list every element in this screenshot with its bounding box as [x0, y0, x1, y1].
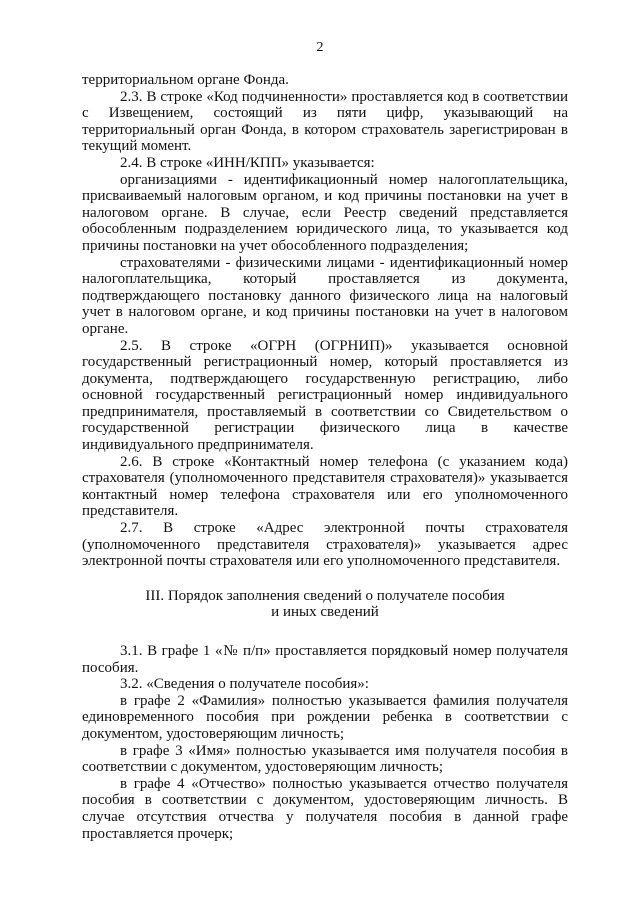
spacer [82, 621, 568, 643]
page-number: 2 [316, 40, 324, 55]
spacer [82, 570, 568, 588]
paragraph-3-2-column-3: в графе 3 «Имя» полностью указывается имя получателя пособия в соответствии с документом, удостоверяющим личность; [82, 742, 568, 776]
paragraph-3-2: 3.2. «Сведения о получателе пособия»: [120, 676, 369, 693]
document-body [82, 72, 568, 842]
paragraph-2-4: 2.4. В строке «ИНН/КПП» указывается: [120, 154, 375, 171]
paragraph-2-5: 2.5. В строке «ОГРН (ОГРНИП)» указывается основной государственный регистрационный номер, который проставляется из документа, подтверждающего государственную регистрацию, либо основной государственный регистрационный номер индивидуального предпринимателя, проставляемый в соответствии со Свидетельством о государственной регистрации физического лица в качестве индивидуального предпринимателя. [82, 337, 568, 454]
paragraph-2-3: 2.3. В строке «Код подчиненности» проставляется код в соответствии с Извещением, состоящий из пяти цифр, указывающий на территориальный орган Фонда, в котором страхователь зарегистрирован в текущий момент. [82, 88, 568, 155]
paragraph-2-6: 2.6. В строке «Контактный номер телефона (с указанием кода) страхователя (уполномоченного представителя страхователя)» указывается контактный номер телефона страхователя или его уполномоченного представителя. [82, 453, 568, 520]
paragraph-3-2-column-4: в графе 4 «Отчество» полностью указывается отчество получателя пособия в соответствии с документом, удостоверяющим личность. В случае отсутствия отчества у получателя пособия в данной графе проставляется прочерк; [82, 775, 568, 842]
paragraph-2-7: 2.7. В строке «Адрес электронной почты страхователя (уполномоченного представителя страхователя)» указывается адрес электронной почты страхователя или его уполномоченного представителя. [82, 520, 568, 570]
section-heading-line-2: и иных сведений [271, 604, 379, 621]
paragraph-2-4-individuals: страхователями - физическими лицами - идентификационный номер налогоплательщика, который проставляется из документа, подтверждающего постановку данного физического лица на налоговый учет в налоговом органе, и код причины постановки на учет в налоговом органе. [82, 254, 568, 337]
section-heading-line-1: III. Порядок заполнения сведений о получателе пособия [145, 587, 505, 604]
paragraph-3-1: 3.1. В графе 1 «№ п/п» проставляется порядковый номер получателя пособия. [82, 643, 568, 676]
paragraph-3-2-column-2: в графе 2 «Фамилия» полностью указывается фамилия получателя единовременного пособия при рождении ребенка в соответствии с документом, удостоверяющим личность; [82, 692, 568, 742]
paragraph-2-4-organizations: организациями - идентификационный номер налогоплательщика, присваиваемый налоговым органом, и код причины постановки на учет в налоговом органе. В случае, если Реестр сведений представляется обособленным подразделением юридического лица, то указывается код причины постановки на учет обособленного подразделения; [82, 171, 568, 254]
paragraph-p0: территориальном органе Фонда. [82, 72, 289, 88]
